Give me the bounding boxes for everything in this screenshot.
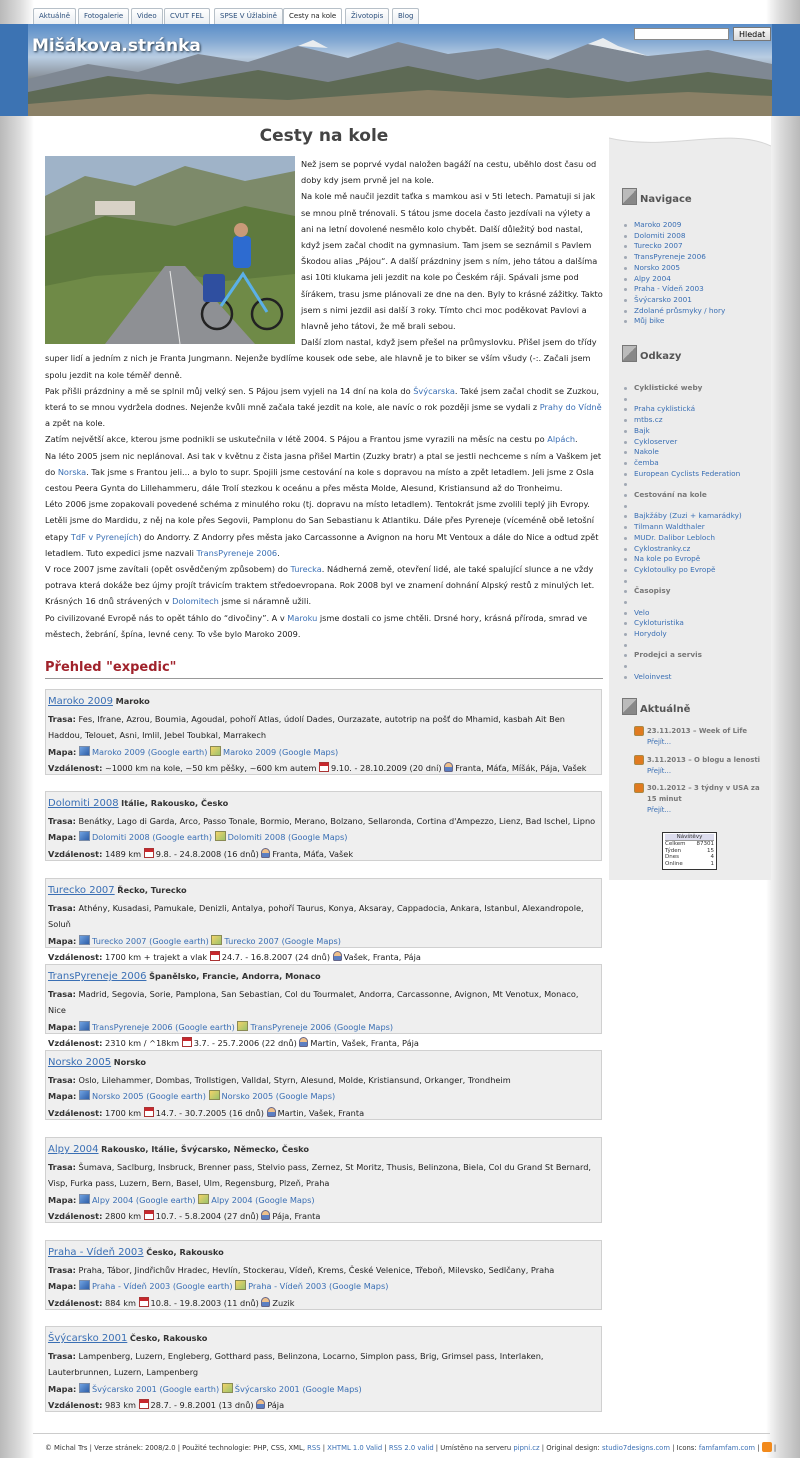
trip-card [45,1050,602,1120]
spacer [622,597,742,608]
trip-stats: Vzdálenost: 1489 km 9.8. - 24.8.2008 (16 dnů) Franta, Máťa, Vašek [48,848,354,859]
page-title: Cesty na kole [259,126,389,146]
trip-title-link[interactable]: Turecko 2007 [48,885,115,896]
header [0,24,800,116]
trip-maps: Mapa: Alpy 2004 (Google earth) Alpy 2004 (Google Maps) [48,1194,315,1205]
trip-countries: Španělsko, Francie, Andorra, Monaco [149,971,321,981]
sidebar-link-item[interactable]: Velo [622,608,742,619]
tab-4[interactable]: SPSE V Úžlabině [214,8,283,24]
trip-people: Zuzik [272,1297,295,1308]
trip-distance: 1700 km + trajekt a vlak [104,952,208,962]
blogger-icon [634,755,644,765]
trip-title-link[interactable]: Maroko 2009 [48,696,113,707]
sidebar-link-item[interactable]: Praha cyklistická [622,404,742,415]
intro-paragraph: Léto 2006 jsme zopakovali povedené schéma z minulého roku (tj. dopravu na místo letadlem). Tentokrát jsme zvolili teplý jih Evropy. Letěli jsme do Mardidu, z něj na kole přes Segovii, Pamplonu do San Sebastianu k Atlantiku. Dále přes Pyreneje (víceméně obě letošní etapy TdF v Pyrenejích) do Andorry. Z Andorry přes města jako Carcassonne a Avignon na horu Mt Ventoux a dále do Nice a odtud zpět letadlem. Tuto expedici jsme nazvali TransPyreneje 2006. [45,499,599,558]
user-icon [299,1037,308,1047]
sidebar-nav-item[interactable]: Praha - Vídeň 2003 [622,284,725,295]
sidebar-link-item[interactable]: mtbs.cz [622,415,742,426]
trip-people: Martin, Vašek, Franta, Pája [310,1038,419,1048]
trip-stats: Vzdálenost: 2800 km 10.7. - 5.8.2004 (27 dnů) Pája, Franta [48,1211,321,1221]
trip-card [45,1240,602,1310]
intro-link[interactable]: Turecka [290,564,322,575]
sidebar-link-item[interactable]: Nakole [622,447,742,458]
trip-countries: Česko, Rakousko [129,1333,208,1343]
search-button[interactable]: Hledat [733,27,771,41]
intro-link[interactable]: Alpách [547,434,576,445]
news-item [647,755,765,777]
google-maps-icon [235,1280,246,1290]
user-icon [261,848,270,858]
google-maps-icon [209,1090,220,1100]
trip-distance: ~1000 km na kole, ~50 km pěšky, ~600 km autem [104,763,317,773]
spacer [622,394,742,405]
sidebar-link-item[interactable]: Cykloturistika [622,618,742,629]
trip-stats: Vzdálenost: 1700 km 14.7. - 30.7.2005 (16 dnů) Martin, Vašek, Franta [48,1107,365,1118]
footer-link[interactable]: pipni.cz [513,1444,540,1452]
intro-paragraph: Po civilizované Evropě nás to opět táhlo do “divočiny”. A v Maroku jsme dostali co jsme chtěli. Drsné hory, krásná příroda, smrad ve městech, žebrání, špína, levné ceny. To vše bylo Maroko 2009. [45,612,588,639]
google-earth-link[interactable]: Maroko 2009 (Google earth) [91,746,208,757]
sidebar-nav-item[interactable]: Zdolané průsmyky / hory [622,306,725,317]
footer-link[interactable]: famfamfam.com [698,1444,756,1452]
trip-title-link[interactable]: Švýcarsko 2001 [48,1333,128,1344]
intro-paragraph: Na léto 2005 jsem nic neplánoval. Asi tak v květnu z čista jasna přišel Martin (Zuzky bratr) a ptal se jestli nechceme s ním a Vaškem jet do Norska. Tak jsme s Frantou jeli... a bylo to supr. Spojili jsme cestování na kole s dopravou na místo a zpět letadlem. Jeli jsme z Osla cestou Peera Gynta do Lillehammeru, dále Trolí stezkou k oceánu a přes města Molde, Alesund, Kristiansund až do Tronheimu. [45,450,602,494]
section-icon [622,188,637,205]
footer-divider [33,1433,770,1434]
trip-distance: 2310 km / ^18km [104,1038,180,1048]
search-input[interactable] [634,28,729,40]
trip-route: Trasa: Šumava, Saclburg, Insbruck, Brenner pass, Stelvio pass, Zernez, St Moritz, Thusis, Belinzona, Biela, Col du Grand St Bernard, Visp, Furka pass, Luzern, Bern, Basel, Ulm, Regensburg, Plzeň, Praha [48,1161,592,1188]
user-icon [444,762,453,772]
intro-link[interactable]: TdF v Pyrenejích [70,531,139,542]
trip-dates: 10.8. - 19.8.2003 (11 dnů) [150,1297,259,1308]
sidebar-nav-item[interactable]: Alpy 2004 [622,274,725,285]
sidebar-nav-item[interactable]: Maroko 2009 [622,220,725,231]
spacer [622,501,742,512]
user-icon [267,1107,276,1117]
intro-text [45,156,603,642]
counter-row: Online 1 [665,860,714,867]
links-category: Cestování na kole [622,490,742,501]
trip-header [48,1141,599,1159]
trip-route: Trasa: Praha, Tábor, Jindřichův Hradec, Hevlín, Stockerau, Vídeň, Krems, České Velenice, Třeboň, Milevsko, Sedlčany, Praha [48,1264,555,1275]
google-maps-link[interactable]: Praha - Vídeň 2003 (Google Maps) [248,1281,389,1291]
google-earth-icon [79,1383,90,1393]
trip-route: Trasa: Athény, Kusadasi, Pamukale, Denizli, Antalya, pohoří Taurus, Konya, Aksaray, Cappadocia, Ankara, Istanbul, Alexandropole, Soluň [48,902,584,929]
sidebar-link-item[interactable]: Tilmann Waldthaler [622,522,742,533]
google-earth-icon [79,1090,90,1100]
google-maps-link[interactable]: Turecko 2007 (Google Maps) [224,935,341,946]
trip-header [48,693,599,711]
intro-paragraph: V roce 2007 jsme zavítali (opět osvědčeným způsobem) do Turecka. Nádherná země, otevření lidé, ale také spalující slunce a ne vždy potrava která dokáže bez újmy projít trávicím traktem středoevropana. Rok 2008 byl ve znamení dohnání Alpský restů z minulých let. Krásných 16 dnů strávených v Dolomitech jsme si náramně užili. [45,564,595,607]
trip-card [45,689,602,775]
news-more-link[interactable]: Přejít... [647,738,672,746]
trip-dates: 24.7. - 16.8.2007 (24 dnů) [221,952,331,962]
trip-card [45,964,602,1048]
trip-card [45,878,602,962]
trip-header [48,795,599,813]
trip-dates: 10.7. - 5.8.2004 (27 dnů) [155,1211,259,1221]
trip-countries: Maroko [115,696,150,706]
sidebar-link-item[interactable]: European Cyclists Federation [622,469,742,480]
google-earth-link[interactable]: Dolomiti 2008 (Google earth) [91,832,213,842]
counter-row: Týden 15 [665,847,714,854]
rss-icon[interactable] [762,1442,772,1452]
news-more-link[interactable]: Přejít... [647,806,672,814]
navigation-list [622,220,725,327]
sidebar-decoration [609,116,771,164]
trip-maps: Mapa: Norsko 2005 (Google earth) Norsko 2005 (Google Maps) [48,1091,336,1101]
navigation-heading: Navigace [622,188,692,205]
google-earth-icon [79,746,90,756]
trip-maps: Mapa: Turecko 2007 (Google earth) Turecko 2007 (Google Maps) [48,935,341,946]
sidebar-nav-item[interactable]: Můj bike [622,316,725,327]
google-earth-link[interactable]: Švýcarsko 2001 (Google earth) [91,1383,220,1394]
tab-7[interactable]: Blog [392,8,419,24]
trip-countries: Řecko, Turecko [117,885,187,895]
blogger-icon [634,726,644,736]
trip-stats: Vzdálenost: ~1000 km na kole, ~50 km pěšky, ~600 km autem 9.10. - 28.10.2009 (20 dní) Franta, Máťa, Míšák, Pája, Vašek [48,763,587,773]
sidebar-link-item[interactable]: Cykloserver [622,437,742,448]
google-earth-link[interactable]: Alpy 2004 (Google earth) [91,1194,196,1205]
visit-counter [662,832,717,870]
google-maps-link[interactable]: Norsko 2005 (Google Maps) [221,1091,336,1101]
google-maps-icon [222,1383,233,1393]
sidebar-link-item[interactable]: Bajkžáby (Zuzi + kamarádky) [622,511,742,522]
trip-header [48,1244,599,1262]
intro-link[interactable]: Maroku [287,612,318,623]
user-icon [333,951,342,961]
user-icon [256,1399,265,1409]
sidebar-nav-item[interactable]: Norsko 2005 [622,263,725,274]
trip-countries: Norsko [113,1057,146,1067]
google-earth-icon [79,1280,90,1290]
google-maps-icon [210,746,221,756]
calendar-icon [319,762,329,772]
trip-distance: 1489 km [104,848,142,859]
tab-1[interactable]: Fotogalerie [78,8,129,24]
google-maps-icon [198,1194,209,1204]
sidebar-link-item[interactable]: Cyklotoulky po Evropě [622,565,742,576]
site-title[interactable]: Mišákova.stránka [32,36,201,56]
google-earth-link[interactable]: Praha - Vídeň 2003 (Google earth) [91,1281,233,1291]
trip-header [48,882,599,900]
calendar-icon [144,848,154,858]
trip-stats: Vzdálenost: 884 km 10.8. - 19.8.2003 (11 dnů) Zuzik [48,1297,295,1308]
links-category: Prodejci a servis [622,650,742,661]
intro-paragraph: Další zlom nastal, když jsem přešel na průmyslovku. Přišel jsem do třídy super lidí a jedním z nich je Franta Jungmann. Nejenže bydlíme kousek ode sebe, ale hlavně je to biker se vším všudy (-:. Začali jsem spolu jezdit na kole téměř denně. [45,337,597,380]
tab-6[interactable]: Životopis [345,8,389,24]
trip-route: Trasa: Lampenberg, Luzern, Engleberg, Gotthard pass, Belinzona, Locarno, Simplon pass, Brig, Grimsel pass, Interlaken, Lauterbrunnen, Luzern, Lampenberg [48,1350,544,1377]
links-heading: Odkazy [622,345,681,362]
tab-3[interactable]: CVUT FEL [164,8,210,24]
google-earth-link[interactable]: Norsko 2005 (Google earth) [91,1091,206,1101]
trip-route: Trasa: Fes, Ifrane, Azrou, Boumia, Agoudal, pohoří Atlas, údolí Dades, Ourzazate, autotrip na pošť do Mhamid, kasbah Ait Ben Haddou, Telouet, Asni, Imlil, Jebel Toubkal, Marrakech [48,713,565,740]
spacer [622,479,742,490]
google-earth-icon [79,831,90,841]
user-icon [261,1297,270,1307]
calendar-icon [139,1297,149,1307]
google-maps-link[interactable]: TransPyreneje 2006 (Google Maps) [250,1021,394,1032]
spacer [622,576,742,587]
footer: © Michal Trs | Verze stránek: 2008/2.0 | Použité technologie: PHP, CSS, XML, RSS | XHTML 1.0 Valid | RSS 2.0 valid | Umístěno na serveru pipni.cz | Original design: studio7designs.com | Icons: famfamfam.com | | [45,1444,777,1452]
trip-title-link[interactable]: Dolomiti 2008 [48,798,119,809]
expeditions-heading: Přehled "expedic" [45,660,603,679]
sidebar-link-item[interactable]: Horydoly [622,629,742,640]
footer-link[interactable]: RSS [307,1444,321,1452]
spacer [622,640,742,651]
tab-0[interactable]: Aktuálně [33,8,76,24]
user-icon [261,1210,270,1220]
trip-distance: 983 km [104,1400,136,1410]
footer-link[interactable]: studio7designs.com [602,1444,670,1452]
trip-people: Franta, Máťa, Míšák, Pája, Vašek [455,763,587,773]
trip-people: Vašek, Franta, Pája [343,952,421,962]
trip-people: Pája, Franta [272,1211,321,1221]
sidebar-link-item[interactable]: čemba [622,458,742,469]
section-icon [622,345,637,362]
trip-people: Franta, Máťa, Vašek [272,848,354,859]
google-maps-link[interactable]: Švýcarsko 2001 (Google Maps) [234,1383,362,1394]
sidebar-link-item[interactable]: Bajk [622,426,742,437]
links-category: Časopisy [622,586,742,597]
intro-paragraph: Pak přišli prázdniny a mě se splnil můj velký sen. S Pájou jsem vyjeli na 14 dní na kola do Švýcarska. Také jsem začal chodit se Zuzkou, která to se mnou vydržela dodnes. Nejenže kvůli mně začala také jezdit na kole, ale navíc o rok později jsme se vydali z Prahy do Vídně a zpět na kole. [45,385,602,429]
trip-stats: Vzdálenost: 983 km 28.7. - 9.8.2001 (13 dnů) Pája [48,1400,285,1410]
trip-dates: 9.10. - 28.10.2009 (20 dní) [331,763,442,773]
tab-5[interactable]: Cesty na kole [283,8,342,24]
google-maps-link[interactable]: Maroko 2009 (Google Maps) [223,746,339,757]
trip-header [48,1054,599,1072]
trip-maps: Mapa: Maroko 2009 (Google earth) Maroko 2009 (Google Maps) [48,746,339,757]
google-maps-link[interactable]: Dolomiti 2008 (Google Maps) [227,832,348,842]
trip-card [45,1326,602,1412]
trip-distance: 884 km [104,1297,136,1308]
google-maps-icon [215,831,226,841]
sidebar-link-item[interactable]: Veloinvest [622,672,742,683]
trip-maps: Mapa: Švýcarsko 2001 (Google earth) Švýcarsko 2001 (Google Maps) [48,1383,362,1394]
news-item [647,783,765,816]
google-earth-icon [79,1194,90,1204]
news-more-link[interactable]: Přejít... [647,767,672,775]
intro-paragraph: Zatím největší akce, kterou jsme podnikli se uskutečnila v létě 2004. S Pájou a Frantou jsme vyrazili na měsíc na cestu po Alpách. [45,434,578,445]
spacer [622,661,742,672]
trip-distance: 2800 km [104,1211,142,1221]
calendar-icon [144,1210,154,1220]
intro-paragraph: Než jsem se poprvé vydal naložen bagáží na cestu, uběhlo dost času od doby kdy jsem prvně jel na kole. [301,159,597,186]
trip-route: Trasa: Benátky, Lago di Garda, Arco, Passo Tonale, Bormio, Merano, Bolzano, Sellaronda, Cortina d'Ampezzo, Lienz, Bad Ischel, Lipno [48,815,596,826]
trip-route: Trasa: Oslo, Lilehammer, Dombas, Trollstigen, Valldal, Styrn, Alesund, Molde, Kristiansund, Orkanger, Trondheim [48,1074,511,1085]
intro-link[interactable]: Švýcarska [413,385,455,396]
tab-2[interactable]: Video [131,8,163,24]
intro-link[interactable]: Dolomitech [172,596,219,607]
sidebar-link-item[interactable]: Na kole po Evropě [622,554,742,565]
sidebar-link-item[interactable]: Cyklostranky.cz [622,544,742,555]
trip-title-link[interactable]: Praha - Vídeň 2003 [48,1247,144,1258]
google-maps-link[interactable]: Alpy 2004 (Google Maps) [211,1194,315,1205]
trip-dates: 28.7. - 9.8.2001 (13 dnů) [150,1400,254,1410]
trip-title-link[interactable]: Norsko 2005 [48,1057,112,1068]
trip-card [45,791,602,861]
links-category: Cyklistické weby [622,383,742,394]
trip-maps: Mapa: Dolomiti 2008 (Google earth) Dolomiti 2008 (Google Maps) [48,832,348,842]
sidebar-link-item[interactable]: MUDr. Dalibor Lebloch [622,533,742,544]
sidebar-nav-item[interactable]: Turecko 2007 [622,241,725,252]
intro-link[interactable]: Prahy do Vídně [539,402,602,413]
footer-link[interactable]: XHTML 1.0 Valid [327,1444,383,1452]
trip-people: Martin, Vašek, Franta [277,1107,365,1118]
intro-link[interactable]: TransPyreneje 2006 [196,547,278,558]
google-earth-link[interactable]: Turecko 2007 (Google earth) [91,935,209,946]
google-earth-icon [79,935,90,945]
footer-link[interactable]: RSS 2.0 valid [388,1444,434,1452]
trip-dates: 14.7. - 30.7.2005 (16 dnů) [155,1107,264,1118]
trip-maps: Mapa: TransPyreneje 2006 (Google earth) TransPyreneje 2006 (Google Maps) [48,1021,394,1032]
trip-stats: Vzdálenost: 2310 km / ^18km 3.7. - 25.7.2006 (22 dnů) Martin, Vašek, Franta, Pája [48,1038,419,1048]
news-title[interactable]: 3.11.2013 – O blogu a lenosti [647,756,761,764]
counter-row: Dnes 4 [665,854,714,861]
calendar-icon [144,1107,154,1117]
intro-link[interactable]: Norska [57,466,87,477]
trip-countries: Česko, Rakousko [146,1247,224,1257]
trip-countries: Rakousko, Itálie, Švýcarsko, Německo, Česko [101,1144,310,1154]
trip-dates: 9.8. - 24.8.2008 (16 dnů) [155,848,259,859]
google-maps-icon [211,935,222,945]
news-title[interactable]: 30.1.2012 – 3 týdny v USA za 15 minut [647,784,760,803]
counter-title: Návštěvy [665,834,714,841]
news-title[interactable]: 23.11.2013 – Week of Life [647,727,748,735]
google-maps-icon [237,1021,248,1031]
trip-maps: Mapa: Praha - Vídeň 2003 (Google earth) Praha - Vídeň 2003 (Google Maps) [48,1281,389,1291]
links-list [622,383,742,683]
sidebar-nav-item[interactable]: Dolomiti 2008 [622,231,725,242]
trip-header [48,1330,599,1348]
trip-distance: 1700 km [104,1107,142,1118]
trip-title-link[interactable]: Alpy 2004 [48,1144,99,1155]
section-icon [622,698,637,715]
trip-card [45,1137,602,1223]
trip-stats: Vzdálenost: 1700 km + trajekt a vlak 24.7. - 16.8.2007 (24 dnů) Vašek, Franta, Pája [48,952,421,962]
news-heading: Aktuálně [622,698,690,715]
counter-row: Celkem 87301 [665,841,714,848]
calendar-icon [210,951,220,961]
calendar-icon [139,1399,149,1409]
calendar-icon [182,1037,192,1047]
intro-paragraph: Na kole mě naučil jezdit taťka s mamkou asi v 5ti letech. Pamatuji si jak se mnou plně trénovali. S tátou jsme docela často jezdívali na výlety a ani na letní dovolené nesmělo kolo chybět. Další důležitý bod nastal, když jsem začal chodit na gymnasium. Tam jsem se seznámil s Pavlem Škodou alias „Pájou“. A další prázdniny jsem s ním, jeho tátou a dalšíma asi 10ti klukama jeli jezdit na kole po Českém ráji. Spávali jsme pod šírákem, trasu jsme plánovali ze dne na den. Byly to krásné zážitky. Takto jsem s nimi jezdil asi další 3 roky. Tímto chci moc poděkovat Pavlovi a hlavně jeho tátovi, že mě brali sebou. [301,191,603,332]
google-earth-icon [79,1021,90,1031]
trip-dates: 3.7. - 25.7.2006 (22 dnů) [193,1038,297,1048]
sidebar-nav-item[interactable]: TransPyreneje 2006 [622,252,725,263]
sidebar-nav-item[interactable]: Švýcarsko 2001 [622,295,725,306]
trip-route: Trasa: Madrid, Segovia, Sorie, Pamplona, San Sebastian, Col du Tourmalet, Andorra, Carcassonne, Avignon, Mt Venotux, Monaco, Nice [48,988,579,1015]
trip-people: Pája [267,1400,285,1410]
google-earth-link[interactable]: TransPyreneje 2006 (Google earth) [91,1021,235,1032]
trip-title-link[interactable]: TransPyreneje 2006 [48,971,147,982]
trip-header [48,968,599,986]
news-item [647,726,765,748]
trip-countries: Itálie, Rakousko, Česko [121,798,229,808]
blogger-icon [634,783,644,793]
